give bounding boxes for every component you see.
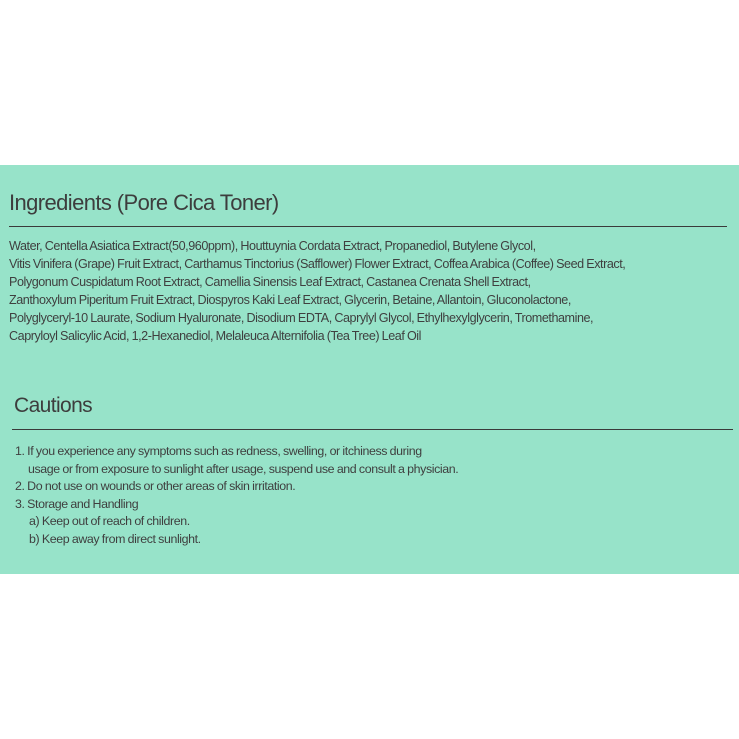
caution-subitem: a) Keep out of reach of children.	[29, 514, 190, 528]
cautions-list	[15, 443, 458, 548]
caution-item: 3. Storage and Handling	[15, 496, 139, 511]
ingredients-title: Ingredients (Pore Cica Toner)	[9, 190, 279, 215]
cautions-divider	[12, 429, 733, 430]
ingredients-line: Vitis Vinifera (Grape) Fruit Extract, Carthamus Tinctorius (Safflower) Flower Extract, Coffea Arabica (Coffee) Seed Extract,	[9, 257, 626, 271]
ingredients-divider	[9, 226, 727, 227]
ingredients-line: Water, Centella Asiatica Extract(50,960ppm), Houttuynia Cordata Extract, Propanediol, Butylene Glycol,	[9, 239, 536, 253]
cautions-title: Cautions	[14, 394, 93, 417]
caution-item: 1. If you experience any symptoms such as redness, swelling, or itchiness during	[15, 444, 422, 458]
caution-item: 2. Do not use on wounds or other areas of skin irritation.	[15, 479, 296, 493]
product-info-panel	[0, 165, 739, 574]
caution-item-continuation: usage or from exposure to sunlight after usage, suspend use and consult a physician.	[28, 461, 459, 476]
caution-subitem: b) Keep away from direct sunlight.	[29, 531, 201, 546]
ingredients-line: Zanthoxylum Piperitum Fruit Extract, Diospyros Kaki Leaf Extract, Glycerin, Betaine, Allantoin, Gluconolactone,	[9, 293, 571, 307]
ingredients-line: Polygonum Cuspidatum Root Extract, Camellia Sinensis Leaf Extract, Castanea Crenata Shell Extract,	[9, 275, 531, 289]
ingredients-line: Polyglyceryl-10 Laurate, Sodium Hyaluronate, Disodium EDTA, Caprylyl Glycol, Ethylhexylglycerin, Tromethamine,	[9, 311, 594, 325]
ingredients-list	[9, 237, 734, 345]
ingredients-line: Capryloyl Salicylic Acid, 1,2-Hexanediol, Melaleuca Alternifolia (Tea Tree) Leaf Oil	[9, 329, 421, 343]
